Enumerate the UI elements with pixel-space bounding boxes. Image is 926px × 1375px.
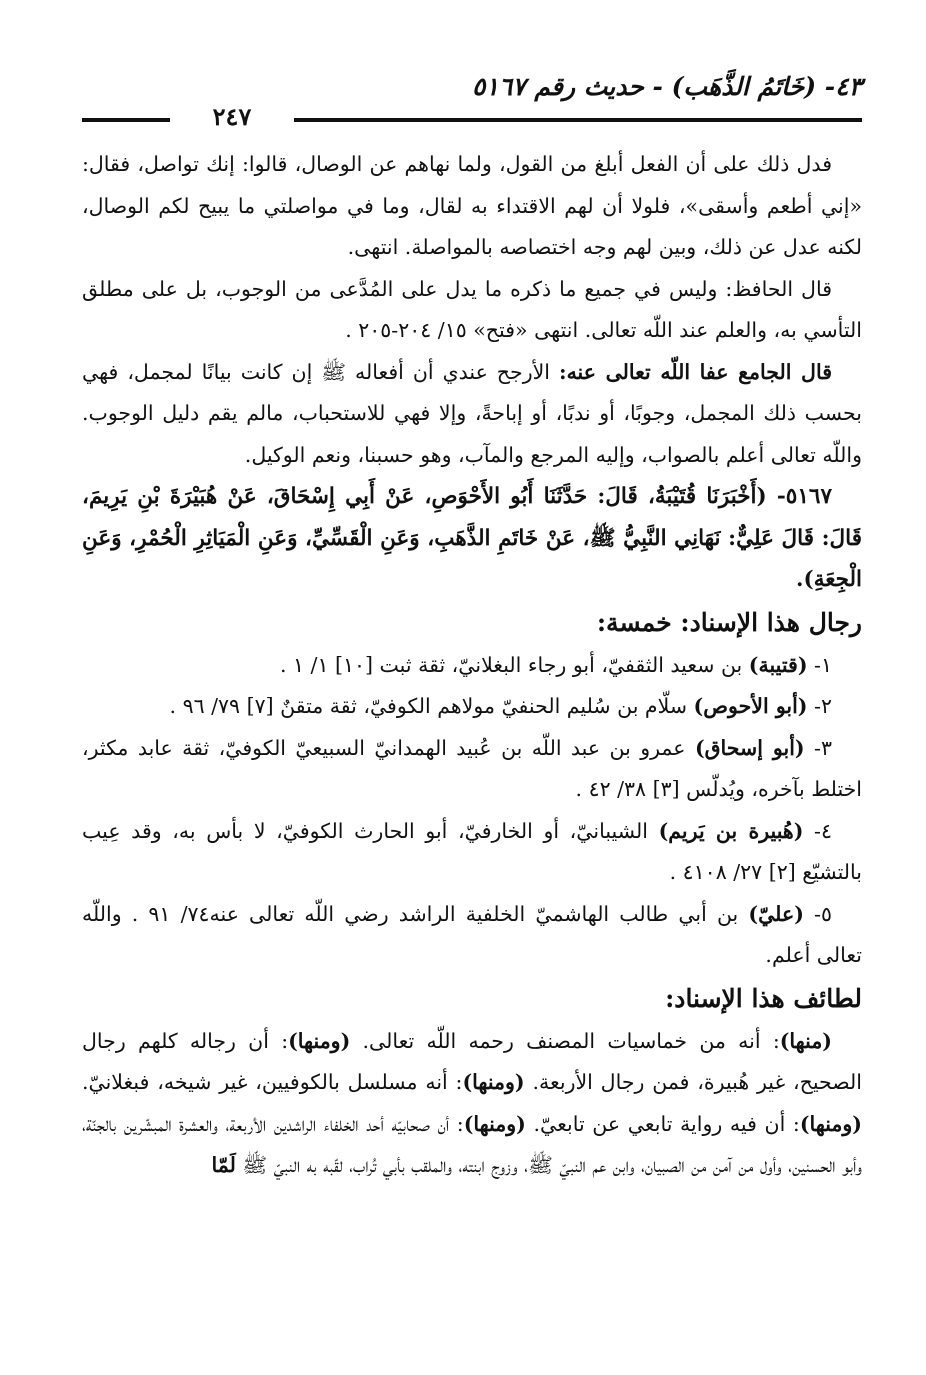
narrator-details: سلّام بن سُليم الحنفيّ مولاهم الكوفيّ، ثقة متقنٌ [٧] ٧٩/ ٩٦ . [169, 694, 694, 718]
lataif-marker: (منها) [779, 1028, 832, 1053]
narrator-entry [82, 811, 862, 894]
lataif-paragraph [82, 1021, 862, 1187]
narrator-name: (أبو إسحاق) [694, 735, 805, 760]
narrator-details: بن أبي طالب الهاشميّ الخلفية الراشد رضي اللّه تعالى عنه٧٤/ ٩١ . واللّه تعالى أعلم. [82, 901, 862, 967]
paragraph: فدل ذلك على أن الفعل أبلغ من القول، ولما نهاهم عن الوصال، قالوا: إنك تواصل، فقال: «إني أطعم وأسقى»، فلولا أن لهم الاقتداء به لقال، وما في مواصلتي ما يبيح لكم الوصال، لكنه عدل عن ذلك، وبين لهم وجه اختصاصه بالمواصلة. انتهى. [82, 152, 862, 259]
jamie-note [82, 352, 862, 477]
narrator-number: ٤- [814, 818, 832, 843]
page-number: ٢٤٧ [212, 102, 252, 131]
narrator-number: ١- [814, 652, 832, 677]
header-rule-right [294, 118, 862, 122]
narrator-number: ٥- [814, 901, 832, 926]
paragraph: قال الحافظ: وليس في جميع ما ذكره ما يدل على المُدَّعى من الوجوب، بل على مطلق التأسي به، والعلم عند اللّه تعالى. انتهى «فتح» ١٥/ ٢٠٤-٢٠٥ . [82, 276, 862, 342]
page [82, 60, 862, 1187]
narrator-name: (عليّ) [748, 901, 804, 926]
lataif-marker: لَمّا [211, 1153, 236, 1177]
hadith-text: ٥١٦٧- (أَخْبَرَنَا قُتَيْبَةُ، قَالَ: حَدَّثَنَا أَبُو الأَحْوَصِ، عَنْ أَبِي إِسْحَاقَ، عَنْ هُبَيْرَةَ بْنِ يَرِيمَ، قَالَ: قَالَ عَلِيٌّ: نَهَانِي النَّبِيُّ ﷺ، عَنْ خَاتَمِ الذَّهَبِ، وَعَنِ الْقَسِّيِّ، وَعَنِ الْمَيَاثِرِ الْحُمْرِ، وَعَنِ الْجِعَةِ). [82, 484, 862, 592]
narrator-number: ٢- [814, 694, 832, 718]
lataif-marker: (ومنها) [462, 1070, 525, 1094]
lataif-marker: (ومنها) [799, 1111, 862, 1136]
narrator-entry [82, 894, 862, 977]
narrator-name: (قتيبة) [748, 652, 808, 677]
narrator-entry [82, 728, 862, 811]
narrators-heading: رجال هذا الإسناد: خمسة: [596, 607, 862, 637]
chapter-title: ٤٣- (خَاتَمُ الذَّهَب) - حديث رقم ٥١٦٧ [471, 72, 862, 101]
lataif-text: : أنه من خماسيات المصنف رحمه اللّه تعالى. [350, 1028, 780, 1053]
running-header [82, 60, 862, 130]
narrator-number: ٣- [814, 735, 832, 760]
narrator-name: (أبو الأحوص) [693, 694, 808, 718]
lataif-marker: (ومنها) [288, 1028, 351, 1053]
jamie-note-text: الأرجح عندي أن أفعاله ﷺ إن كانت بيانًا لمجمل، فهي بحسب ذلك المجمل، وجوبًا، أو ندبًا، أو إباحةً، وإلا فهي للاستحباب، مالم يقم دليل الوجوب. واللّه تعالى أعلم بالصواب، وإليه المرجع والمآب، وهو حسبنا، ونعم الوكيل. [82, 359, 862, 467]
lataif-text: : أنه مسلسل بالكوفيين، غير شيخه، فبغلانيّ. [82, 1070, 463, 1094]
narrator-details: بن سعيد الثقفيّ، أبو رجاء البغلانيّ، ثقة ثبت [١٠] ١/ ١ . [279, 652, 749, 677]
lataif-heading: لطائف هذا الإسناد: [665, 983, 862, 1013]
lataif-marker: (ومنها) [463, 1111, 526, 1136]
lataif-text: : أن فيه رواية تابعي عن تابعيّ. [525, 1111, 800, 1136]
narrator-entry [82, 645, 862, 687]
narrator-details: عمرو بن عبد اللّه بن عُبيد الهمدانيّ السبيعيّ الكوفيّ، ثقة عابد مكثر، اختلط بآخره، ويُدلّس [٣] ٣٨/ ٤٢ . [82, 735, 862, 801]
lataif-text: : أن صحابيّه أحد الخلفاء الراشدين الأربعة، والعشرة المبشّرين بالجنّة، وأبو الحسنين، وأول من آمن من الصبيان، وابن عم النبيّ ﷺ، وزوج ابنته، والملقب بأبي تُراب، لقّبه به النبيّ ﷺ [82, 1111, 862, 1177]
lataif-text: : أن رجاله كلهم رجال الصحيح، غير هُبيرة، فمن رجال الأربعة. [82, 1028, 863, 1094]
narrator-details: الشيبانيّ، أو الخارفيّ، أبو الحارث الكوفيّ، لا بأس به، وقد عِيب بالتشيّع [٢] ٢٧/ ٤١٠٨ . [82, 818, 862, 884]
narrator-entry [82, 686, 862, 728]
header-rule-left [82, 118, 170, 122]
page-body [82, 144, 862, 1187]
narrator-name: (هُبيرة بن يَريم) [658, 818, 804, 843]
jamie-note-lead: قال الجامع عفا اللّه تعالى عنه: [559, 359, 832, 384]
